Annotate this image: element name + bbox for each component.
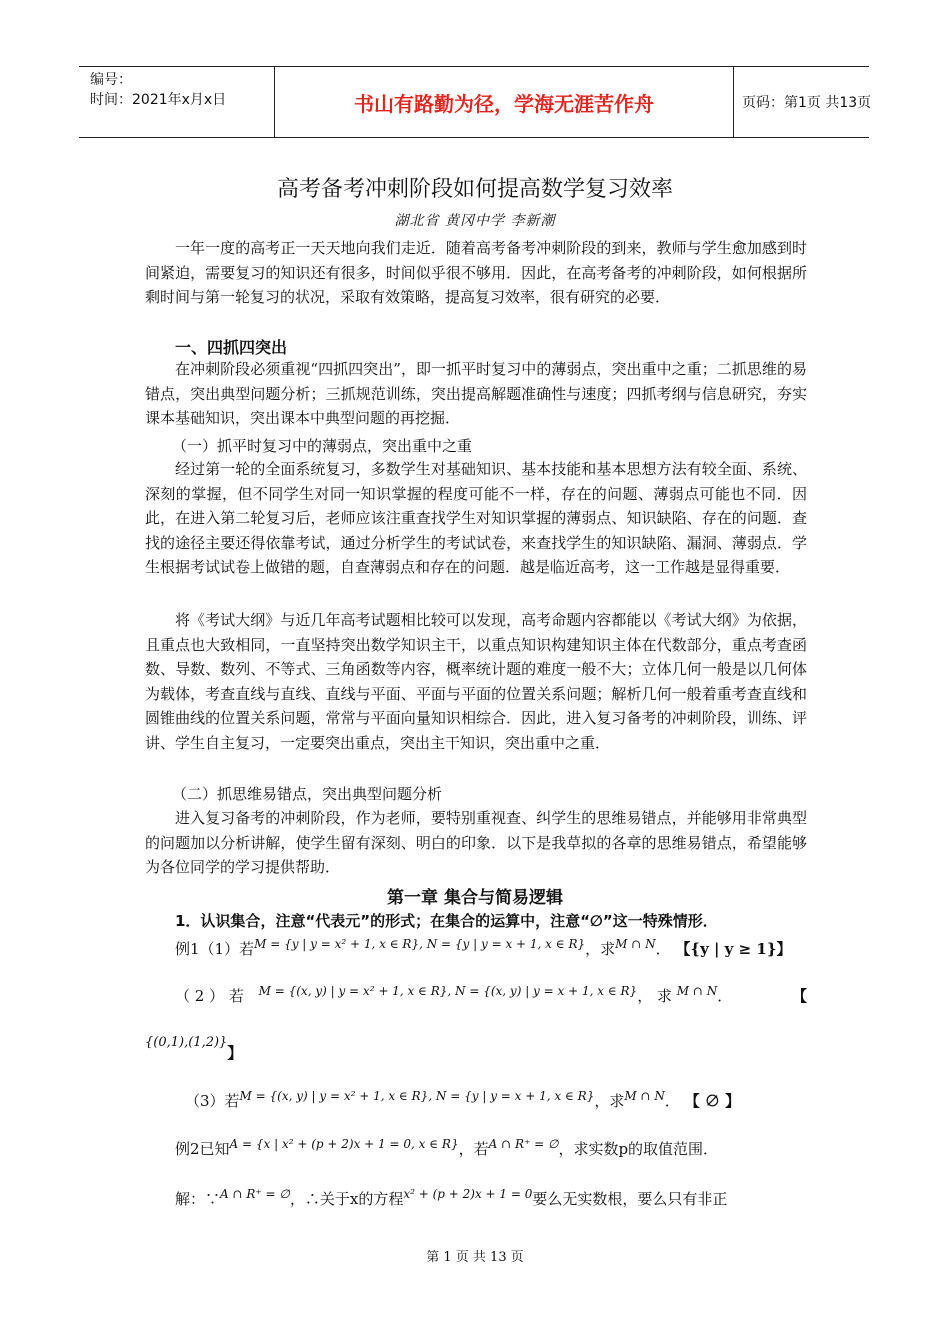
example1-part2-answer-open: 【 xyxy=(792,987,808,1005)
section1-heading: 一、四抓四突出 xyxy=(175,338,288,357)
header-table xyxy=(79,66,872,138)
example1-part2-answer: {(0,1),(1,2)}】 xyxy=(145,1035,243,1062)
example1-part1-target: M ∩ N xyxy=(615,937,656,951)
example1-part3-answer: 【 ∅ 】 xyxy=(684,1092,741,1110)
subsection1-paragraph-1: 经过第一轮的全面系统复习，多数学生对基础知识、基本技能和基本思想方法有较全面、系统、深刻的掌握，但不同学生对同一知识掌握的程度可能不一样，存在的问题、薄弱点可能也不同．因此，在进入第二轮复习后，老师应该注重查找学生对知识掌握的薄弱点、知识缺陷、存在的问题．查找的途径主要还得依靠考试，通过分析学生的考试试卷，来查找学生的知识缺陷、漏洞、薄弱点．学生根据考试试卷上做错的题，自查薄弱点和存在的问题．越是临近高考，这一工作越是显得重要． xyxy=(145,460,807,576)
intro-paragraph: 一年一度的高考正一天天地向我们走近．随着高考备考冲刺阶段的到来，教师与学生愈加感到时间紧迫，需要复习的知识还有很多，时间似乎很不够用．因此，在高考备考的冲刺阶段，如何根据所剩时间与第一轮复习的状况，采取有效策略，提高复习效率，很有研究的必要． xyxy=(145,239,807,306)
example1-part1-answer: 【{y | y ≥ 1}】 xyxy=(675,940,792,958)
page-footer: 第 1 页 共 13 页 xyxy=(426,1250,524,1265)
example1-part3-math: M = {(x, y) | y = x² + 1, x ∈ R}, N = {y | y = x + 1, x ∈ R} xyxy=(239,1089,595,1103)
subsection2-paragraph: 进入复习备考的冲刺阶段，作为老师，要特别重视查、纠学生的思维易错点，并能够用非常典型的问题加以分析讲解，使学生留有深刻、明白的印象．以下是我草拟的各章的思维易错点，希望能够为各位同学的学习提供帮助． xyxy=(145,809,807,876)
example1-part2-math: M = {(x, y) | y = x² + 1, x ∈ R}, N = {(x, y) | y = x + 1, x ∈ R} xyxy=(258,984,638,998)
subsection1-paragraph-2: 将《考试大纲》与近几年高考试题相比较可以发现，高考命题内容都能以《考试大纲》为依据，且重点也大致相同，一直坚持突出数学知识主干，以重点知识构建知识主体在代数部分，重点考查函数、导数、数列、不等式、三角函数等内容，概率统计题的难度一般不大；立体几何一般是以几何体为载体，考查直线与直线、直线与平面、平面与平面的位置关系问题；解析几何一般着重考查直线和圆锥曲线的位置关系问题，常常与平面向量知识相综合．因此，进入复习备考的冲刺阶段，训练、评讲、学生自主复习，一定要突出重点，突出主干知识，突出重中之重． xyxy=(145,611,807,752)
author-line: 湖北省 黄冈中学 李新潮 xyxy=(394,213,556,229)
example2-math: A = {x | x² + (p + 2)x + 1 = 0, x ∈ R} xyxy=(229,1137,459,1151)
document-title: 高考备考冲刺阶段如何提高数学复习效率 xyxy=(276,177,673,202)
header-motto: 书山有路勤为径，学海无涯苦作舟 xyxy=(275,67,734,137)
solution-line: 解：∵$^{A \cap R^+ = \emptyset}$，∴关于x的方程$^{x^2 + (p + 2)x + 1 = 0}$要么无实数根，要么只有非正 xyxy=(175,1187,728,1208)
header-page-label: 页码：第1页 共13页 xyxy=(742,95,872,111)
section1-paragraph: 在冲刺阶段必须重视“四抓四突出”，即一抓平时复习中的薄弱点，突出重中之重；二抓思维的易错点，突出典型问题分析；三抓规范训练，突出提高解题准确性与速度；四抓考纲与信息研究，夯实课本基础知识，突出课本中典型问题的再挖掘． xyxy=(145,360,807,427)
chapter1-heading: 第一章 集合与简易逻辑 xyxy=(387,888,563,908)
example2: 例2已知$^{A = \{x | x^2 + (p + 2)x + 1 = 0, x \in R\}}$，若$^{A \cap R^+ = \emptyset}$，求实数p的取值范围． xyxy=(175,1137,719,1158)
example1-part2: （ 2 ） 若 $^{M = \{(x, y) | y = x^2 + 1, x \in R\}, N = \{(x, y) | y = x + 1, x \in R\}}$， 求 $^{M \cap N}$． xyxy=(175,984,733,1005)
subsection2-heading: （二）抓思维易错点，突出典型问题分析 xyxy=(172,785,443,803)
solution-equation: x² + (p + 2)x + 1 = 0 xyxy=(403,1187,533,1201)
example1-part3: （3）若$^{M = \{(x, y) | y = x^2 + 1, x \in R\}, N = \{y | y = x + 1, x \in R\}}$，求$^{M \cap N}$． 【 ∅ 】 xyxy=(185,1089,741,1110)
example1-part1: 例1（1）若$^{M = \{y | y = x^2 + 1, x \in R\}, N = \{y | y = x + 1, x \in R\}}$，求$^{M \cap N}$． 【{y | y ≥ 1}】 xyxy=(175,937,792,958)
number-label: 编号： xyxy=(90,72,132,88)
example2-condition: A ∩ R⁺ = ∅ xyxy=(488,1137,559,1151)
example1-part2-target: M ∩ N xyxy=(676,984,718,998)
subsection1-heading: （一）抓平时复习中的薄弱点，突出重中之重 xyxy=(172,437,473,455)
solution-condition: A ∩ R⁺ = ∅ xyxy=(220,1187,290,1201)
time-label: 时间：2021年x月x日 xyxy=(90,92,227,108)
example1-part1-math: M = {y | y = x² + 1, x ∈ R}, N = {y | y = x + 1, x ∈ R} xyxy=(254,937,586,951)
header-left-cell xyxy=(79,67,275,137)
example1-part3-target: M ∩ N xyxy=(624,1089,665,1103)
chapter1-item1: 1．认识集合，注意“代表元”的形式；在集合的运算中，注意“∅”这一特殊情形． xyxy=(175,912,718,930)
